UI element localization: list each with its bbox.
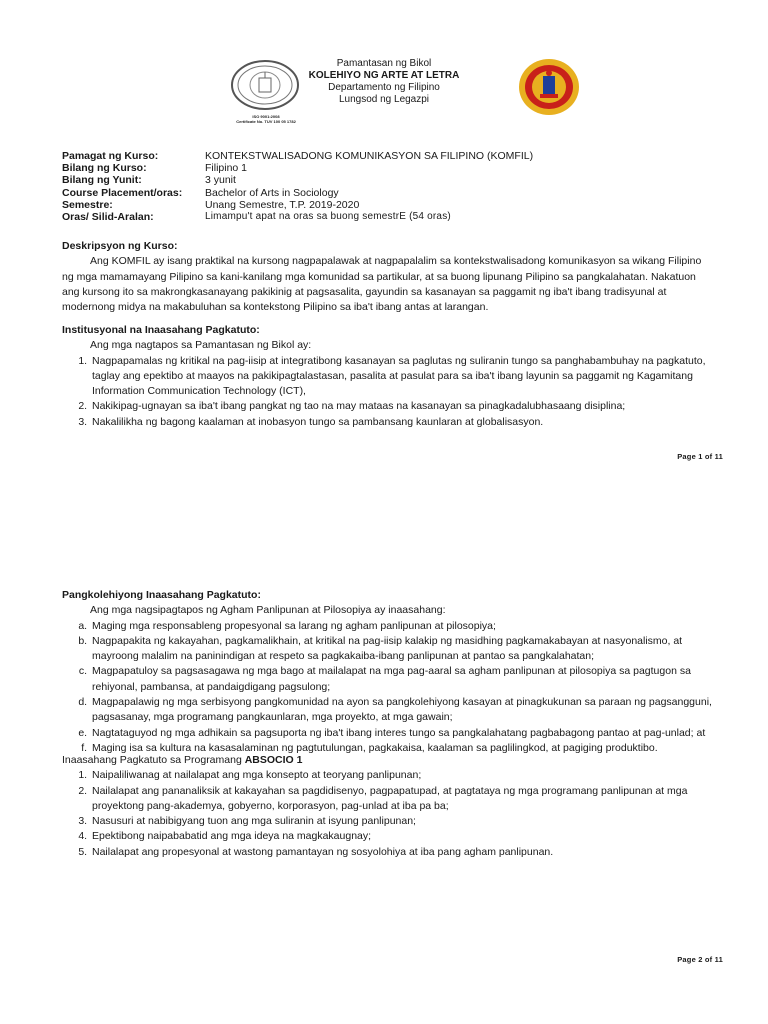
program-heading: [62, 753, 712, 768]
list-item: f. Maging isa sa kultura na kasasalaminan ng pagtutulungan, pagkakaisa, kaalaman sa paglilingkod, at pagiging produktibo.: [90, 741, 712, 756]
units-label: Bilang ng Yunit:: [62, 174, 142, 187]
institutional-list: [62, 354, 712, 430]
college-outcomes: [62, 588, 712, 756]
placement-value: Bachelor of Arts in Sociology: [205, 186, 339, 199]
list-item: 2. Nailalapat ang pananaliksik at kakayahan sa pagdidisenyo, pagpapatupad, at pagtataya ng mga programang panlipunan at mga proyektong pang-akademya, gobyerno, korporasyon, pag-unlad at iba pa ba;: [90, 784, 712, 815]
iso-line2: Certificate No. TUV 100 05 1782: [236, 119, 296, 124]
course-title-value: KONTEKSTWALISADONG KOMUNIKASYON SA FILIPINO (KOMFIL): [205, 150, 534, 162]
list-item: c. Magpapatuloy sa pagsasagawa ng mga bago at mailalapat na mga pag-aaral sa agham panlipunan at pilosopiya sa pagtugon sa rehiyonal, pambansa, at pandaigdigang pagsulong;: [90, 664, 712, 695]
university-name: Pamantasan ng Bikol: [336, 58, 432, 69]
list-item: 2. Nakikipag-ugnayan sa iba't ibang pangkat ng tao na may mataas na kasanayan sa pinagkadalubhasaang disiplina;: [90, 399, 712, 414]
program-list: [62, 768, 712, 860]
units-row: [62, 174, 533, 186]
list-item: 4. Epektibong naipababatid ang mga ideya na magkakaugnay;: [90, 829, 712, 844]
iso-caption: [228, 114, 304, 124]
semester-label: Semestre:: [62, 198, 113, 211]
department-name: Departamento ng Filipino: [328, 82, 440, 93]
list-item: 5. Nailalapat ang propesyonal at wastong pamantayan ng sosyolohiya at iba pang agham panlipunan.: [90, 845, 712, 860]
course-number-label: Bilang ng Kurso:: [62, 162, 147, 175]
course-info-table: [62, 150, 533, 223]
page-2-footer: Page 2 of 11: [677, 955, 723, 964]
list-item: 1. Naipaliliwanag at nailalapat ang mga konsepto at teoryang panlipunan;: [90, 768, 712, 783]
list-item: b. Nagpapakita ng kakayahan, pagkamalikhain, at kritikal na pag-iisip kalakip ng masidhing pagkamakabayan at nasyonalismo, at mayroong malalim na paninindigan at respeto sa pagkakaiba-ibang panlipunan at pantao sa pangkalahatan;: [90, 634, 712, 665]
list-item: a. Maging mga responsableng propesyonal sa larang ng agham panlipunan at pilosopiya;: [90, 619, 712, 634]
course-number-row: [62, 162, 533, 174]
institutional-outcomes: [62, 323, 712, 430]
semester-row: [62, 199, 533, 211]
institutional-heading: Institusyonal na Inaasahang Pagkatuto:: [62, 324, 260, 336]
college-heading: Pangkolehiyong Inaasahang Pagkatuto:: [62, 589, 261, 601]
institutional-intro: Ang mga nagtapos sa Pamantasan ng Bikol ay:: [90, 339, 312, 352]
list-item: e. Nagtataguyod ng mga adhikain sa pagsuporta ng iba't ibang interes tungo sa pangkalahatang pagbabagong pantao at pag-unlad; at: [90, 726, 712, 741]
placement-label: Course Placement/oras:: [62, 186, 183, 199]
course-title-row: [62, 150, 533, 162]
program-outcomes: [62, 753, 712, 860]
hours-room-value: Limampu't apat na oras sa buong semestrE (54 oras): [205, 211, 451, 223]
description-heading: Deskripsyon ng Kurso:: [62, 240, 178, 252]
college-name: KOLEHIYO NG ARTE AT LETRA: [308, 70, 460, 81]
list-item: d. Magpapalawig ng mga serbisyong pangkomunidad na ayon sa pangkolehiyong kasayan at pinagkukunan sa paraan ng pagsangguni, pagsasanay, mga programang pangkaunlaran, mga proyekto, at mga gawain;: [90, 695, 712, 726]
page-1-footer: Page 1 of 11: [677, 452, 723, 461]
list-item: 1. Nagpapamalas ng kritikal na pag-iisip at integratibong kasanayan sa paglutas ng suliranin tungo sa panghabambuhay na pagkatuto, taglay ang epektibo at maayos na pakikipagtalastasan, pasalita at pasulat para sa iba't ibang layunin sa paggamit ng Kagamitang Information Communication Technology (ICT),: [90, 354, 712, 400]
letterhead: [0, 58, 768, 106]
course-description: [62, 239, 712, 315]
course-title-label: Pamagat ng Kurso:: [62, 150, 159, 162]
hours-room-row: [62, 211, 533, 223]
city-name: Lungsod ng Legazpi: [338, 94, 430, 105]
college-list: [62, 619, 712, 757]
college-seal: [518, 58, 580, 116]
list-item: 3. Nasusuri at nabibigyang tuon ang mga suliranin at isyung panlipunan;: [90, 814, 712, 829]
hours-room-label: Oras/ Silid-Aralan:: [62, 211, 154, 224]
list-item: 3. Nakalilikha ng bagong kaalaman at inobasyon tungo sa pambansang kaunlaran at globalisasyon.: [90, 415, 712, 430]
description-body: Ang KOMFIL ay isang praktikal na kursong nagpapalawak at nagpapalalim sa kontekstwalisadong komunikasyon sa wikang Filipino ng mga mamamayang Pilipino sa kani-kanilang mga komunidad sa partikular, at sa buong lipunang Pilipino sa pangkalahatan. Nakatuon ang kursong ito sa makrongkasanayang pakikinig at pagsasalita, gayundin sa kasanayan sa paggamit ng iba't ibang tradisyunal at modernong midya na makabuluhan sa kontekstong Pilipino sa iba't ibang antas at larangan.: [62, 255, 702, 314]
program-name: ABSOCIO 1: [244, 754, 303, 766]
course-number-value: Filipino 1: [205, 162, 248, 175]
semester-value: Unang Semestre, T.P. 2019-2020: [205, 198, 360, 211]
placement-row: [62, 187, 533, 199]
units-value: 3 yunit: [205, 174, 236, 187]
college-intro: Ang mga nagsipagtapos ng Agham Panlipunan at Pilosopiya ay inaasahang:: [90, 604, 446, 617]
iso-line1: ISO 9001:2008: [252, 114, 280, 119]
program-heading-prefix: Inaasahang Pagkatuto sa Programang: [62, 754, 245, 766]
